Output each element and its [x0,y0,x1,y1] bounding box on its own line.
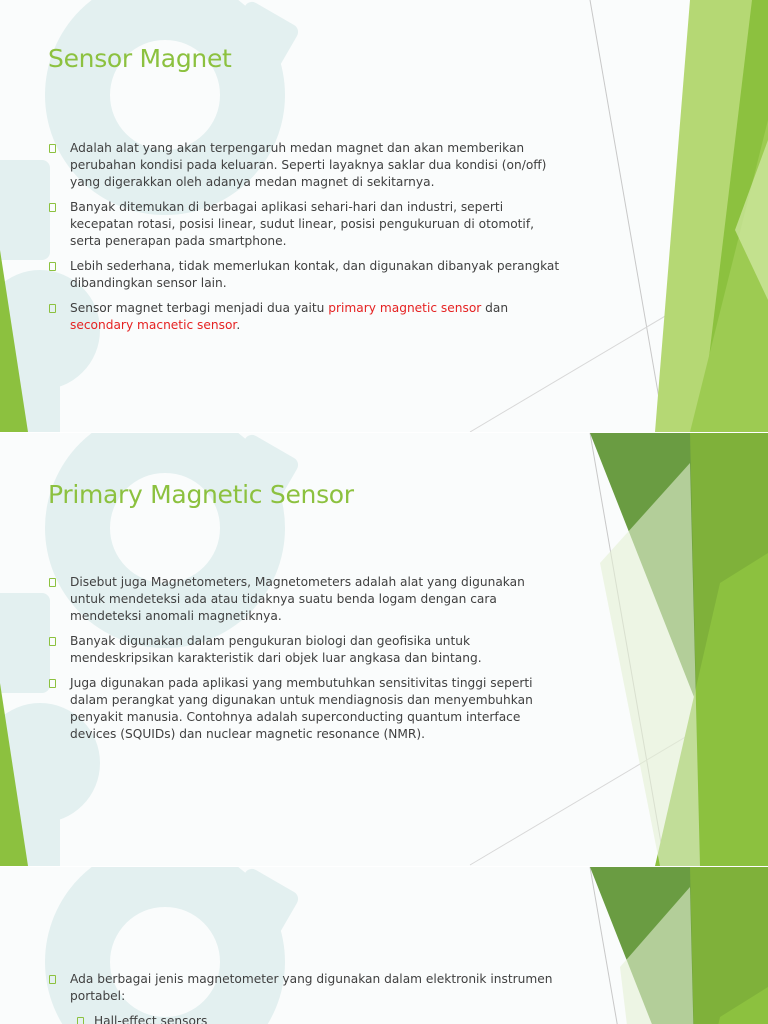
bullet-icon [49,679,56,688]
bullet-icon [49,637,56,646]
bullet-icon [49,304,56,313]
list-item: Lebih sederhana, tidak memerlukan kontak, dan digunakan dibanyak perangkat dibandingkan sensor lain. [48,258,568,292]
list-item: Disebut juga Magnetometers, Magnetometers adalah alat yang digunakan untuk mendeteksi ada atau tidaknya suatu benda logam dengan cara mendeteksi anomali magnetiknya. [48,574,558,625]
bullet-list [48,971,588,1024]
slide-title: Sensor Magnet [48,44,232,73]
list-item: Adalah alat yang akan terpengaruh medan magnet dan akan memberikan perubahan kondisi pada keluaran. Seperti layaknya saklar dua kondisi (on/off) yang digerakkan oleh adanya medan magnet di sekitarnya. [48,140,568,191]
list-item: Banyak ditemukan di berbagai aplikasi sehari-hari dan industri, seperti kecepatan rotasi, posisi linear, sudut linear, posisi pengukuruan di otomotif, serta penerapan pada smartphone. [48,199,568,250]
list-item: Ada berbagai jenis magnetometer yang digunakan dalam elektronik instrumen portabel: [48,971,588,1005]
bullet-icon [49,144,56,153]
bullet-icon [77,1017,84,1024]
list-item: Sensor magnet terbagi menjadi dua yaitu primary magnetic sensor dan secondary macnetic sensor. [48,300,568,334]
bullet-icon [49,578,56,587]
slide-primary-magnetic-sensor [0,433,768,866]
list-item: Banyak digunakan dalam pengukuran biologi dan geofisika untuk mendeskripsikan karakteristik dari objek luar angkasa dan bintang. [48,633,558,667]
bullet-list [48,574,558,751]
slide-magnetometer-types [0,867,768,1024]
sub-list-item: Hall-effect sensors [76,1013,588,1024]
bullet-icon [49,262,56,271]
bullet-icon [49,975,56,984]
highlight-secondary: secondary macnetic sensor [70,318,237,332]
slide-sensor-magnet [0,0,768,432]
bullet-list [48,140,568,342]
slide-title: Primary Magnetic Sensor [48,480,354,509]
bullet-icon [49,203,56,212]
highlight-primary: primary magnetic sensor [328,301,482,315]
list-item: Juga digunakan pada aplikasi yang membutuhkan sensitivitas tinggi seperti dalam perangkat yang digunakan untuk mendiagnosis dan menyembuhkan penyakit manusia. Contohnya adalah superconducting quantum interface devices (SQUIDs) dan nuclear magnetic resonance (NMR). [48,675,558,743]
